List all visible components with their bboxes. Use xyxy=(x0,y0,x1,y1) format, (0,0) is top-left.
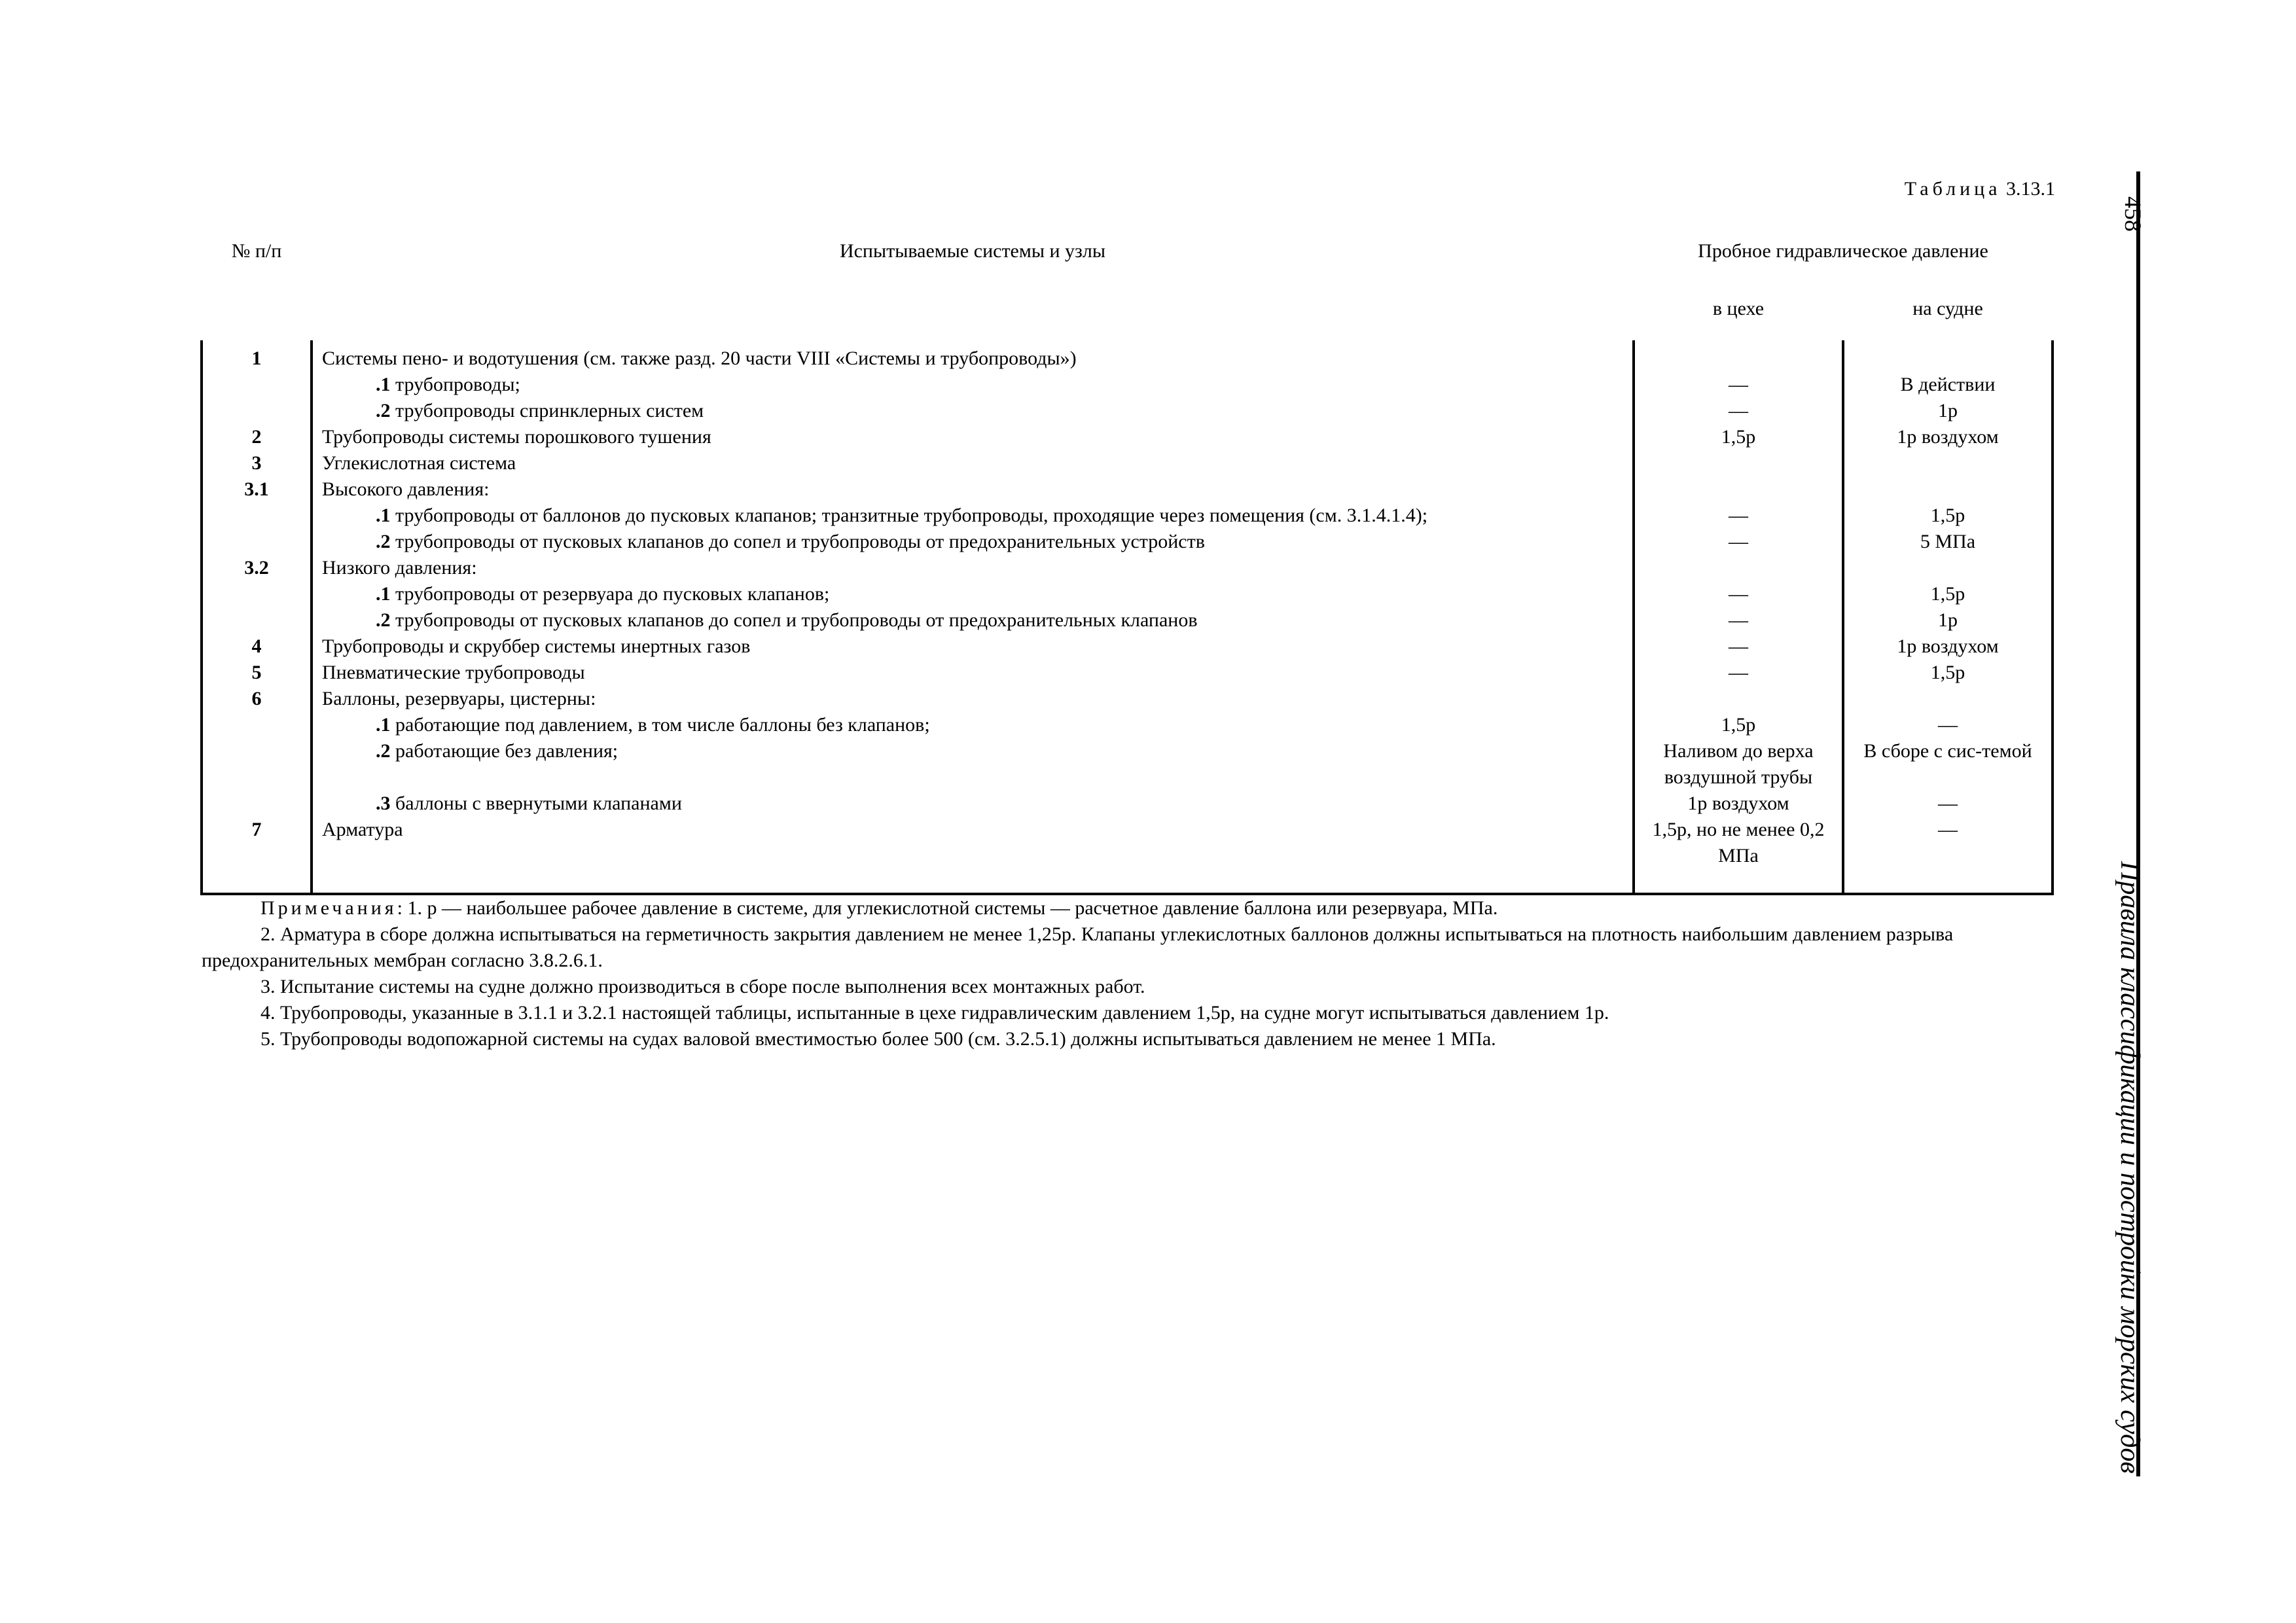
row-workshop-pressure: — xyxy=(1634,503,1843,529)
table-row xyxy=(202,503,2053,529)
row-number: 3.2 xyxy=(202,555,312,581)
row-system xyxy=(312,607,1634,633)
row-number: 4 xyxy=(202,633,312,660)
row-workshop-pressure: — xyxy=(1634,372,1843,398)
row-ship-pressure: — xyxy=(1843,817,2053,894)
row-number xyxy=(202,607,312,633)
row-system xyxy=(312,738,1634,791)
row-workshop-pressure: 1,5p xyxy=(1634,712,1843,738)
row-number xyxy=(202,503,312,529)
sub-item xyxy=(322,712,1632,738)
table-row xyxy=(202,817,2053,894)
row-ship-pressure: В сборе с сис-темой xyxy=(1843,738,2053,791)
row-system xyxy=(312,503,1634,529)
row-number xyxy=(202,738,312,791)
note-4: 4. Трубопроводы, указанные в 3.1.1 и 3.2.1 настоящей таблицы, испытанные в цехе гидравлическим давлением 1,5p, на судне могут испытываться давлением 1p. xyxy=(260,1002,1609,1024)
table-row xyxy=(202,791,2053,817)
sub-item-number: .3 xyxy=(376,793,391,814)
row-workshop-pressure xyxy=(1634,476,1843,503)
table-row xyxy=(202,450,2053,476)
table-row xyxy=(202,529,2053,555)
row-number xyxy=(202,581,312,607)
row-number: 1 xyxy=(202,340,312,372)
row-number: 3.1 xyxy=(202,476,312,503)
row-system xyxy=(312,529,1634,555)
table-row xyxy=(202,398,2053,424)
table-row xyxy=(202,712,2053,738)
row-number: 5 xyxy=(202,660,312,686)
row-workshop-pressure xyxy=(1634,686,1843,712)
row-system: Углекислотная система xyxy=(312,450,1634,476)
sub-item xyxy=(322,581,1632,607)
table-row xyxy=(202,581,2053,607)
note-1: Примечания: 1. p — наибольшее рабочее давление в системе, для углекислотной системы — расчетное давление баллона или резервуара, МПа. xyxy=(260,897,1498,919)
row-ship-pressure xyxy=(1843,340,2053,372)
sub-item-text: работающие под давлением, в том числе баллоны без клапанов; xyxy=(395,714,930,736)
sub-item-number: .2 xyxy=(376,740,391,762)
table-row xyxy=(202,686,2053,712)
row-number: 7 xyxy=(202,817,312,894)
row-ship-pressure: 5 МПа xyxy=(1843,529,2053,555)
row-workshop-pressure: — xyxy=(1634,633,1843,660)
row-system: Низкого давления: xyxy=(312,555,1634,581)
row-system xyxy=(312,791,1634,817)
table-row xyxy=(202,738,2053,791)
sub-item xyxy=(322,503,1632,529)
row-system: Высокого давления: xyxy=(312,476,1634,503)
table-row xyxy=(202,555,2053,581)
sub-item-number: .2 xyxy=(376,400,391,421)
sub-item-text: трубопроводы от резервуара до пусковых клапанов; xyxy=(395,583,830,605)
row-number: 3 xyxy=(202,450,312,476)
row-workshop-pressure: 1,5p xyxy=(1634,424,1843,450)
header-num: № п/п xyxy=(231,240,282,262)
row-ship-pressure: 1,5p xyxy=(1843,660,2053,686)
row-system xyxy=(312,712,1634,738)
table-row xyxy=(202,372,2053,398)
sub-item-text: баллоны с ввернутыми клапанами xyxy=(395,793,682,814)
row-number: 6 xyxy=(202,686,312,712)
row-system xyxy=(312,581,1634,607)
row-ship-pressure: — xyxy=(1843,712,2053,738)
table-caption-number: 3.13.1 xyxy=(2006,178,2055,200)
row-ship-pressure: 1p воздухом xyxy=(1843,633,2053,660)
note-3: 3. Испытание системы на судне должно производиться в сборе после выполнения всех монтажных работ. xyxy=(260,976,1145,997)
sub-item-text: трубопроводы от пусковых клапанов до сопел и трубопроводы от предохранительных клапанов xyxy=(395,609,1198,631)
row-system: Трубопроводы системы порошкового тушения xyxy=(312,424,1634,450)
row-workshop-pressure: Наливом до верха воздушной трубы xyxy=(1634,738,1843,791)
sub-item-text: трубопроводы от баллонов до пусковых клапанов; транзитные трубопроводы, проходящие через помещения (см. 3.1.4.1.4); xyxy=(395,505,1428,526)
sub-item xyxy=(322,372,1632,398)
row-ship-pressure: 1,5p xyxy=(1843,503,2053,529)
sub-item-number: .1 xyxy=(376,714,391,736)
table-row xyxy=(202,633,2053,660)
row-ship-pressure: 1,5p xyxy=(1843,581,2053,607)
row-workshop-pressure: — xyxy=(1634,529,1843,555)
note-2: 2. Арматура в сборе должна испытываться на герметичность закрытия давлением не менее 1,25p. Клапаны углекислотных баллонов должны испытываться на плотность наибольшим давлением разрыва предохранительных мембран согласно 3.8.2.6.1. xyxy=(202,923,1954,971)
row-ship-pressure: — xyxy=(1843,791,2053,817)
sub-item xyxy=(322,529,1632,555)
row-ship-pressure: 1p воздухом xyxy=(1843,424,2053,450)
table-caption-word: Таблица xyxy=(1904,178,2001,200)
row-number xyxy=(202,398,312,424)
sub-item-number: .2 xyxy=(376,609,391,631)
notes-block xyxy=(202,894,2053,1052)
table-caption xyxy=(1872,178,2055,200)
sub-item-text: работающие без давления; xyxy=(395,740,619,762)
row-workshop-pressure: 1,5p, но не менее 0,2 МПа xyxy=(1634,817,1843,894)
row-ship-pressure: 1p xyxy=(1843,607,2053,633)
row-workshop-pressure: — xyxy=(1634,660,1843,686)
sub-item xyxy=(322,791,1632,817)
row-workshop-pressure: 1p воздухом xyxy=(1634,791,1843,817)
row-ship-pressure xyxy=(1843,686,2053,712)
sub-item-number: .1 xyxy=(376,505,391,526)
table-row xyxy=(202,607,2053,633)
table-row xyxy=(202,660,2053,686)
notes-label: Примечания xyxy=(260,897,397,919)
row-number xyxy=(202,529,312,555)
header-workshop: в цехе xyxy=(1712,298,1765,319)
sub-item xyxy=(322,398,1632,424)
table-row xyxy=(202,424,2053,450)
header-systems: Испытываемые системы и узлы xyxy=(839,240,1106,262)
sub-item-number: .2 xyxy=(376,531,391,552)
row-workshop-pressure xyxy=(1634,340,1843,372)
row-workshop-pressure: — xyxy=(1634,581,1843,607)
row-system: Трубопроводы и скруббер системы инертных газов xyxy=(312,633,1634,660)
row-number xyxy=(202,791,312,817)
sub-item-text: трубопроводы; xyxy=(395,374,520,395)
row-system: Баллоны, резервуары, цистерны: xyxy=(312,686,1634,712)
row-workshop-pressure xyxy=(1634,555,1843,581)
row-workshop-pressure: — xyxy=(1634,607,1843,633)
row-workshop-pressure xyxy=(1634,450,1843,476)
running-title: Правила классификации и постройки морских судов xyxy=(2115,861,2145,1474)
row-system xyxy=(312,398,1634,424)
sub-item-text: трубопроводы спринклерных систем xyxy=(395,400,704,421)
row-number xyxy=(202,712,312,738)
row-number: 2 xyxy=(202,424,312,450)
pressure-test-table xyxy=(200,238,2054,1052)
header-pressure: Пробное гидравлическое давление xyxy=(1698,240,1988,262)
note-text: 1. p — наибольшее рабочее давление в системе, для углекислотной системы — расчетное давление баллона или резервуара, МПа. xyxy=(407,897,1498,919)
row-ship-pressure xyxy=(1843,476,2053,503)
table-row xyxy=(202,476,2053,503)
row-system xyxy=(312,372,1634,398)
row-ship-pressure: 1p xyxy=(1843,398,2053,424)
row-number xyxy=(202,372,312,398)
sub-item xyxy=(322,607,1632,633)
row-system: Пневматические трубопроводы xyxy=(312,660,1634,686)
table-row xyxy=(202,340,2053,372)
row-ship-pressure xyxy=(1843,555,2053,581)
sub-item-number: .1 xyxy=(376,583,391,605)
row-ship-pressure xyxy=(1843,450,2053,476)
sub-item-number: .1 xyxy=(376,374,391,395)
page-number: 458 xyxy=(2120,196,2146,232)
header-ship: на судне xyxy=(1912,298,1983,319)
note-5: 5. Трубопроводы водопожарной системы на судах валовой вместимостью более 500 (см. 3.2.5.1) должны испытываться давлением не менее 1 МПа. xyxy=(260,1028,1496,1050)
row-workshop-pressure: — xyxy=(1634,398,1843,424)
row-system: Системы пено- и водотушения (см. также разд. 20 части VIII «Системы и трубопроводы») xyxy=(312,340,1634,372)
sub-item-text: трубопроводы от пусковых клапанов до сопел и трубопроводы от предохранительных устройств xyxy=(395,531,1205,552)
row-ship-pressure: В действии xyxy=(1843,372,2053,398)
sub-item xyxy=(322,738,1632,764)
row-system: Арматура xyxy=(312,817,1634,894)
